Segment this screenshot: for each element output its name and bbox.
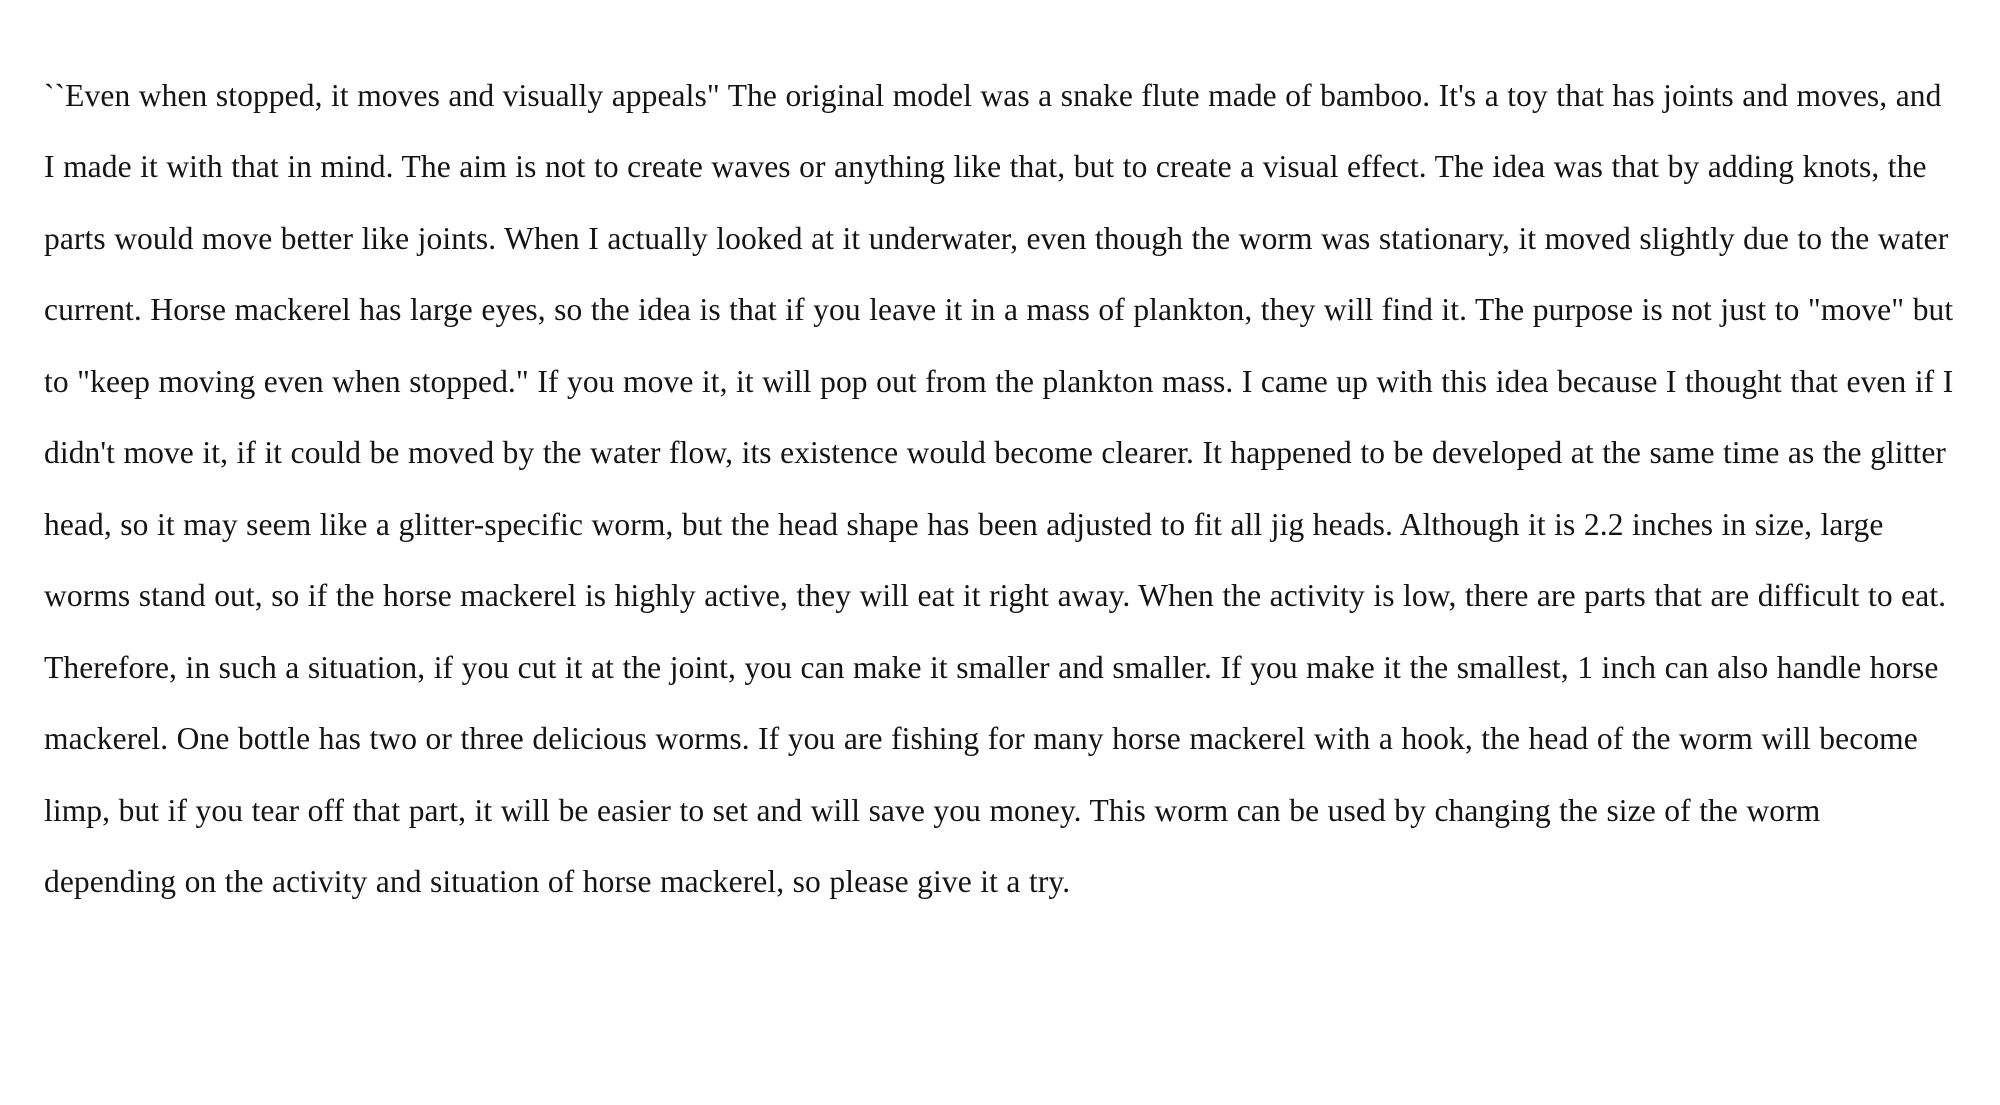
body-paragraph: ``Even when stopped, it moves and visually appeals" The original model was a snake flute made of bamboo. It's a toy that has joints and moves, and I made it with that in mind. The aim is not to create waves or anything like that, but to create a visual effect. The idea was that by adding knots, the parts would move better like joints. When I actually looked at it underwater, even though the worm was stationary, it moved slightly due to the water current. Horse mackerel has large eyes, so the idea is that if you leave it in a mass of plankton, they will find it. The purpose is not just to "move" but to "keep moving even when stopped." If you move it, it will pop out from the plankton mass. I came up with this idea because I thought that even if I didn't move it, if it could be moved by the water flow, its existence would become clearer. It happened to be developed at the same time as the glitter head, so it may seem like a glitter-specific worm, but the head shape has been adjusted to fit all jig heads. Although it is 2.2 inches in size, large worms stand out, so if the horse mackerel is highly active, they will eat it right away. When the activity is low, there are parts that are difficult to eat. Therefore, in such a situation, if you cut it at the joint, you can make it smaller and smaller. If you make it the smallest, 1 inch can also handle horse mackerel. One bottle has two or three delicious worms. If you are fishing for many horse mackerel with a hook, the head of the worm will become limp, but if you tear off that part, it will be easier to set and will save you money. This worm can be used by changing the size of the worm depending on the activity and situation of horse mackerel, so please give it a try.	[44, 77, 1962, 899]
